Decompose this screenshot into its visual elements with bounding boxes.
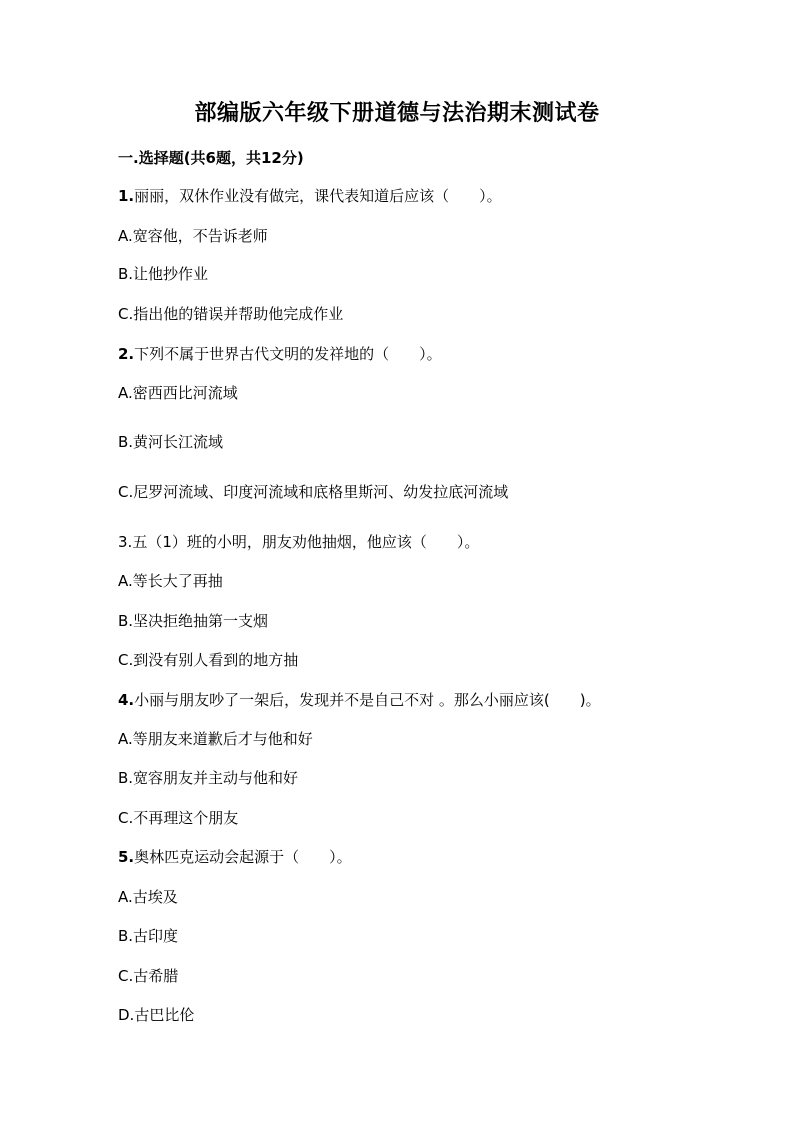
question-5-option-c: C.古希腊 — [118, 967, 179, 985]
page-title: 部编版六年级下册道德与法治期末测试卷 — [194, 100, 600, 126]
question-3 — [118, 532, 479, 552]
question-4 — [118, 690, 601, 710]
question-stem: 五（1）班的小明，朋友劝他抽烟，他应该（ ）。 — [132, 533, 480, 551]
question-number: 4. — [118, 691, 135, 709]
question-1-option-a: A.宽容他，不告诉老师 — [118, 227, 268, 245]
question-1-option-b: B.让他抄作业 — [118, 265, 209, 283]
question-1 — [118, 186, 502, 206]
question-number: 2. — [118, 345, 135, 363]
question-5-option-d: D.古巴比伦 — [118, 1006, 195, 1024]
section-heading: 一.选择题(共6题，共12分) — [118, 149, 304, 167]
question-number: 3. — [118, 533, 133, 551]
question-4-option-a: A.等朋友来道歉后才与他和好 — [118, 730, 313, 748]
question-4-option-c: C.不再理这个朋友 — [118, 809, 239, 827]
question-number: 1. — [118, 187, 135, 205]
question-stem: 奥林匹克运动会起源于（ ）。 — [134, 848, 352, 866]
question-1-option-c: C.指出他的错误并帮助他完成作业 — [118, 305, 344, 323]
question-3-option-a: A.等长大了再抽 — [118, 572, 223, 590]
question-5-option-a: A.古埃及 — [118, 888, 178, 906]
question-2-option-b: B.黄河长江流域 — [118, 433, 224, 451]
question-3-option-b: B.坚决拒绝抽第一支烟 — [118, 612, 269, 630]
question-2-option-c: C.尼罗河流域、印度河流域和底格里斯河、幼发拉底河流域 — [118, 483, 509, 501]
question-5 — [118, 847, 352, 867]
question-2-option-a: A.密西西比河流域 — [118, 384, 238, 402]
question-2 — [118, 344, 442, 364]
question-stem: 小丽与朋友吵了一架后，发现并不是自己不对 。那么小丽应该( )。 — [134, 691, 601, 709]
question-stem: 丽丽，双休作业没有做完，课代表知道后应该（ ）。 — [134, 187, 502, 205]
question-4-option-b: B.宽容朋友并主动与他和好 — [118, 769, 299, 787]
question-number: 5. — [118, 848, 135, 866]
question-5-option-b: B.古印度 — [118, 927, 179, 945]
question-stem: 下列不属于世界古代文明的发祥地的（ ）。 — [134, 345, 442, 363]
question-3-option-c: C.到没有别人看到的地方抽 — [118, 651, 299, 669]
